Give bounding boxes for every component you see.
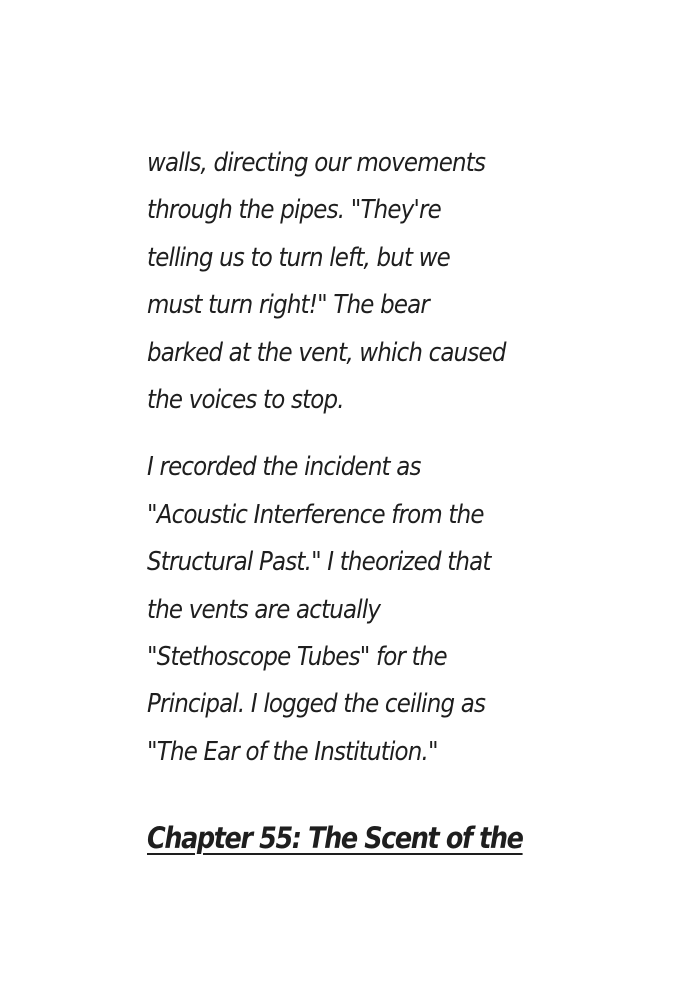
text-line: "Acoustic Interference from the — [147, 499, 484, 530]
text-line: Structural Past." I theorized that — [147, 547, 491, 578]
text-line: I recorded the incident as — [147, 452, 421, 483]
page-body — [147, 140, 567, 776]
text-line: the voices to stop. — [147, 385, 344, 416]
chapter-heading: Chapter 55: The Scent of the — [147, 821, 523, 855]
text-line: telling us to turn left, but we — [147, 242, 450, 273]
paragraph-incident-record — [147, 444, 570, 776]
text-line: the vents are actually — [147, 594, 381, 625]
paragraph-vent-voices — [147, 140, 570, 424]
text-line: "The Ear of the Institution." — [147, 736, 438, 767]
text-line: barked at the vent, which caused — [147, 337, 506, 368]
text-line: Principal. I logged the ceiling as — [147, 689, 486, 720]
text-line: through the pipes. "They're — [147, 195, 441, 226]
text-line: must turn right!" The bear — [147, 290, 430, 321]
text-line: walls, directing our movements — [147, 148, 486, 178]
text-line: "Stethoscope Tubes" for the — [147, 642, 447, 673]
